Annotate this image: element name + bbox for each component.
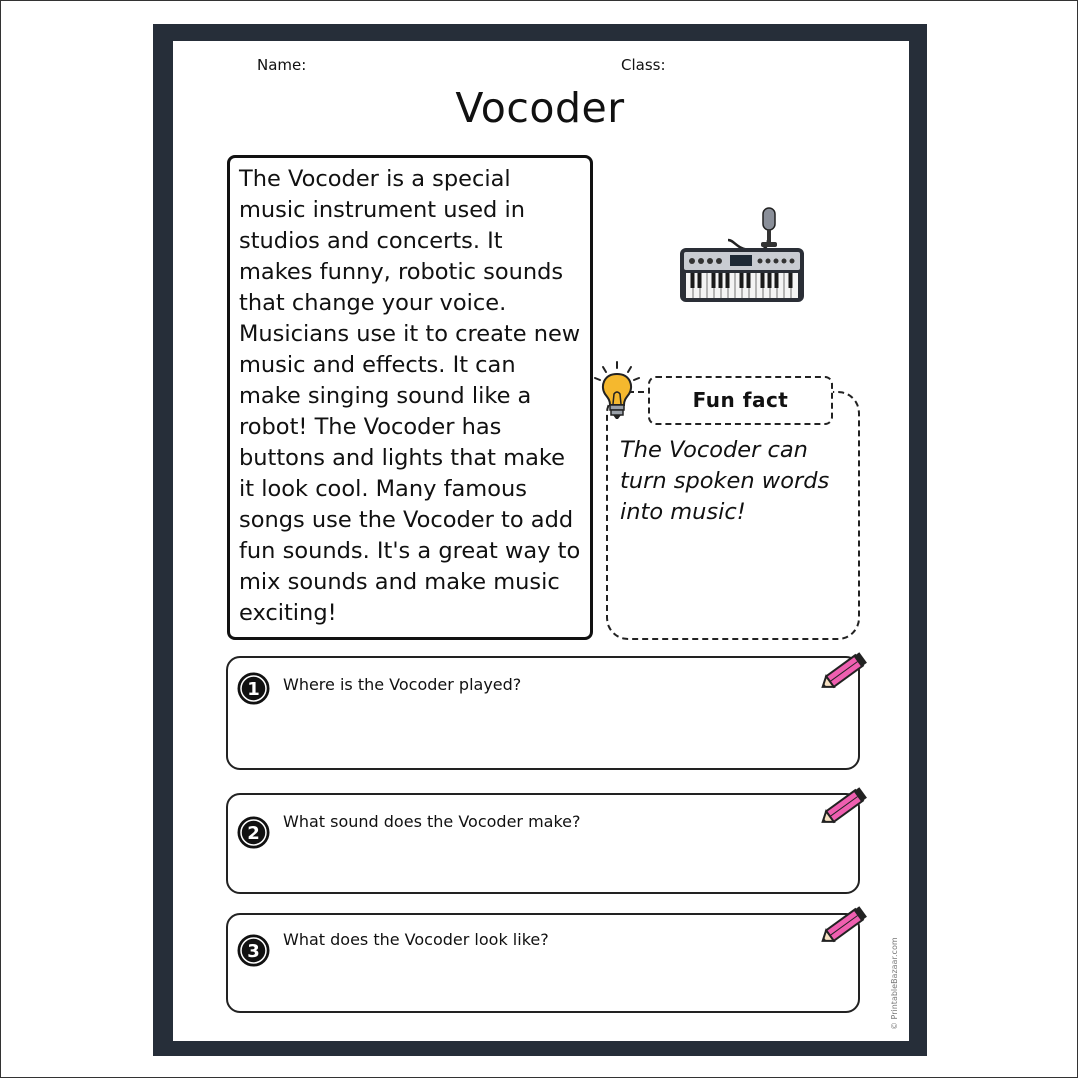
answer-box-2[interactable] (226, 793, 860, 894)
page-title: Vocoder (455, 84, 625, 132)
number-3-icon (237, 934, 270, 967)
number-2-icon (237, 816, 270, 849)
question-3-text: What does the Vocoder look like? (283, 930, 549, 949)
number-1-icon (237, 672, 270, 705)
question-number-3: 3 (247, 941, 260, 962)
pencil-icon (817, 650, 871, 694)
question-2-text: What sound does the Vocoder make? (283, 812, 581, 831)
name-label: Name: (257, 56, 307, 74)
watermark: © PrintableBazaar.com (890, 937, 899, 1030)
pencil-icon (817, 904, 871, 948)
answer-box-1[interactable] (226, 656, 860, 770)
fun-fact-box (606, 391, 860, 640)
vocoder-keyboard-icon (672, 200, 812, 310)
question-number-2: 2 (247, 823, 260, 844)
passage-text: The Vocoder is a special music instrument used in studios and concerts. It makes funny, robotic sounds that change your voice. Musicians use it to create new music and effects. It can make singing sound like a robot! The Vocoder has buttons and lights that make it look cool. Many famous songs use the Vocoder to add fun sounds. It's a great way to mix sounds and make music exciting! (239, 166, 581, 626)
passage-box (227, 155, 593, 640)
question-1-text: Where is the Vocoder played? (283, 675, 522, 694)
fun-fact-label: Fun fact (648, 376, 833, 425)
question-number-1: 1 (247, 679, 260, 700)
answer-box-3[interactable] (226, 913, 860, 1013)
lightbulb-icon (592, 360, 642, 422)
pencil-icon (817, 785, 871, 829)
fun-fact-text: The Vocoder can turn spoken words into music! (620, 437, 830, 525)
class-label: Class: (621, 56, 666, 74)
